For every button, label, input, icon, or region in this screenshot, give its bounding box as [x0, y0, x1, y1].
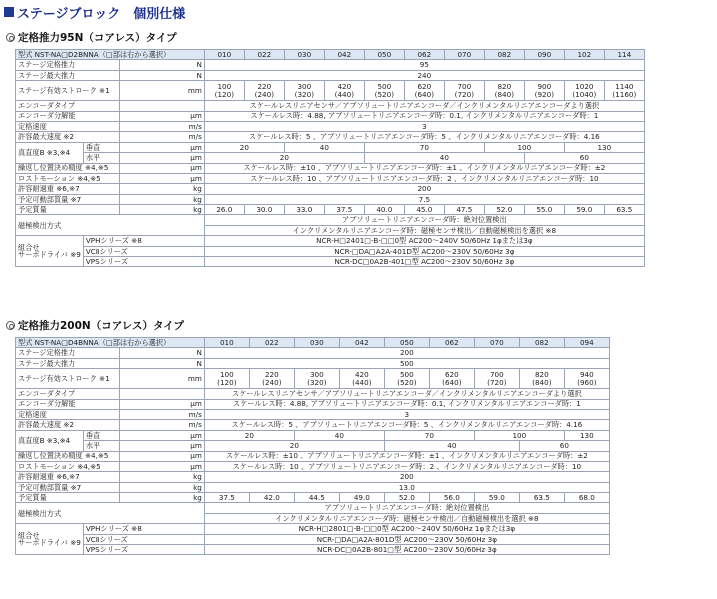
- stroke-total: (840): [532, 377, 552, 387]
- servo-driver-label-line: 組合せ: [18, 530, 40, 540]
- stroke-value: 1020: [575, 82, 594, 92]
- straightness-vertical-value: 40: [294, 430, 384, 440]
- model-column-header: 030: [284, 50, 324, 60]
- stroke-value: 500: [377, 82, 392, 92]
- servo-driver-label: [16, 524, 84, 555]
- mass-value: 45.0: [404, 205, 444, 215]
- section1-heading: [6, 30, 177, 45]
- row-unit: kg: [119, 472, 204, 482]
- stroke-value: 420: [337, 82, 352, 92]
- row-value: スケールレス時：5 、アブソリュートリニアエンコーダ時：5 、インクリメンタルリニアエンコーダ時：4.16: [204, 132, 644, 142]
- mass-value: 33.0: [284, 205, 324, 215]
- driver-model: NCR-H□2401□-B-□□0型 AC200～240V 50/60Hz 1φまたは3φ: [204, 236, 644, 246]
- straightness-horizontal-value: 60: [519, 441, 609, 451]
- row-value: 3: [204, 409, 609, 419]
- stroke-total: (440): [352, 377, 372, 387]
- stroke-total: (120): [214, 89, 234, 99]
- row-unit: μm: [119, 461, 204, 471]
- servo-driver-row: [16, 524, 610, 534]
- row-label: 予定質量: [16, 205, 120, 215]
- stroke-row: [16, 81, 645, 101]
- straightness-vertical-value: 40: [284, 142, 364, 152]
- stroke-total: (520): [397, 377, 417, 387]
- stroke-cell: [484, 81, 524, 101]
- row-unit: N: [119, 60, 204, 70]
- model-column-header: 010: [204, 50, 244, 60]
- model-column-header: 090: [524, 50, 564, 60]
- horizontal-label: 水平: [83, 441, 119, 451]
- straightness-horizontal-value: 20: [204, 153, 364, 163]
- stroke-cell: [474, 369, 519, 389]
- model-column-header: 062: [429, 338, 474, 348]
- row-value: スケールレス時：4.88, アブソリュートリニアエンコーダ時：0.1, インクリメンタルリニアエンコーダ時：1: [204, 111, 644, 121]
- row-value: スケールレス時：4.88, アブソリュートリニアエンコーダ時：0.1, インクリメンタルリニアエンコーダ時：1: [204, 399, 609, 409]
- stroke-cell: [404, 81, 444, 101]
- stroke-total: (1160): [612, 89, 637, 99]
- row-unit: μm: [119, 441, 204, 451]
- stroke-cell: [604, 81, 644, 101]
- row-label: 許容耐過重 ※6,※7: [16, 184, 120, 194]
- servo-driver-row: [16, 236, 645, 246]
- row-unit: kg: [119, 493, 204, 503]
- model-column-header: 042: [324, 50, 364, 60]
- driver-model: NCR-DC□0A2B-801□型 AC200～230V 50/60Hz 3φ: [204, 545, 609, 555]
- stroke-cell: [429, 369, 474, 389]
- row-value: 200: [204, 472, 609, 482]
- mass-value: 63.5: [519, 493, 564, 503]
- straightness-horizontal-value: 40: [364, 153, 524, 163]
- model-column-header: 102: [564, 50, 604, 60]
- mass-value: 37.5: [324, 205, 364, 215]
- row-unit: m/s: [119, 121, 204, 131]
- model-column-header: 042: [339, 338, 384, 348]
- mass-value: 42.0: [249, 493, 294, 503]
- row-unit: [119, 101, 204, 111]
- max-speed-row: [16, 132, 645, 142]
- page-title-text: ステージブロック 個別仕様: [17, 6, 186, 22]
- stroke-value: 1140: [615, 82, 634, 92]
- allowable-load-row: [16, 184, 645, 194]
- header-row: [16, 338, 610, 348]
- row-unit: m/s: [119, 132, 204, 142]
- row-label: 予定可動部質量 ※7: [16, 482, 120, 492]
- model-column-header: 022: [249, 338, 294, 348]
- mass-value: 47.5: [444, 205, 484, 215]
- stroke-cell: [519, 369, 564, 389]
- mass-value: 44.5: [294, 493, 339, 503]
- row-label: 定格速度: [16, 409, 120, 419]
- stroke-value: 500: [399, 370, 414, 380]
- row-value: 7.5: [204, 194, 644, 204]
- mass-value: 59.0: [564, 205, 604, 215]
- straightness-horizontal-row: [16, 153, 645, 163]
- model-column-header: 022: [244, 50, 284, 60]
- straightness-vertical-value: 100: [484, 142, 564, 152]
- row-value: 95: [204, 60, 644, 70]
- row-label: ステージ最大推力: [16, 358, 120, 368]
- stroke-total: (120): [217, 377, 237, 387]
- servo-driver-label: [16, 236, 84, 267]
- circle-bullet-icon: [6, 33, 15, 42]
- pole-detection-line: アブソリュートリニアエンコーダ時：絶対位置検出: [204, 503, 609, 513]
- stroke-cell: [294, 369, 339, 389]
- movable-mass-row: [16, 194, 645, 204]
- mass-row: [16, 493, 610, 503]
- allowable-load-row: [16, 472, 610, 482]
- driver-series: VPSシリーズ: [83, 545, 204, 555]
- driver-series: VCⅡシリーズ: [83, 246, 204, 256]
- stroke-value: 820: [534, 370, 549, 380]
- row-value: スケールレスリニアセンサ／アブソリュートリニアエンコーダ／インクリメンタルリニアエンコーダより選択: [204, 101, 644, 111]
- mass-value: 63.5: [604, 205, 644, 215]
- stroke-total: (1040): [572, 89, 597, 99]
- driver-model: NCR-□DA□A2A-801D型 AC200～230V 50/60Hz 3φ: [204, 534, 609, 544]
- stroke-value: 220: [264, 370, 279, 380]
- servo-driver-row: [16, 246, 645, 256]
- row-value: 200: [204, 348, 609, 358]
- row-label: ステージ定格推力: [16, 348, 120, 358]
- row-value: 13.0: [204, 482, 609, 492]
- stroke-total: (640): [442, 377, 462, 387]
- row-label: 許容耐過重 ※6,※7: [16, 472, 120, 482]
- model-column-header: 050: [364, 50, 404, 60]
- row-unit: μm: [119, 173, 204, 183]
- stroke-value: 940: [579, 370, 594, 380]
- row-unit: μm: [119, 111, 204, 121]
- straightness-vertical-value: 130: [564, 142, 644, 152]
- straightness-vertical-row: [16, 142, 645, 152]
- header-row: [16, 50, 645, 60]
- model-column-header: 094: [564, 338, 609, 348]
- section1-spec-table: [15, 49, 645, 267]
- stroke-value: 420: [354, 370, 369, 380]
- rated-thrust-row: [16, 348, 610, 358]
- section2-heading: [6, 318, 184, 333]
- stroke-value: 300: [309, 370, 324, 380]
- straightness-horizontal-value: 20: [204, 441, 384, 451]
- stroke-cell: [249, 369, 294, 389]
- model-column-header: 070: [444, 50, 484, 60]
- stroke-total: (440): [334, 89, 354, 99]
- stroke-cell: [524, 81, 564, 101]
- servo-driver-label-line: サーボドライバ ※9: [18, 250, 81, 260]
- driver-model: NCR-□DA□A2A-401D型 AC200～230V 50/60Hz 3φ: [204, 246, 644, 256]
- max-thrust-row: [16, 358, 610, 368]
- driver-series: VCⅡシリーズ: [83, 534, 204, 544]
- mass-value: 49.0: [339, 493, 384, 503]
- row-unit: μm: [119, 430, 204, 440]
- stroke-cell: [284, 81, 324, 101]
- square-bullet-icon: [4, 7, 14, 17]
- model-column-header: 114: [604, 50, 644, 60]
- stroke-cell: [384, 369, 429, 389]
- stroke-value: 820: [497, 82, 512, 92]
- row-unit: mm: [119, 369, 204, 389]
- stroke-total: (720): [487, 377, 507, 387]
- mass-value: 56.0: [429, 493, 474, 503]
- servo-driver-row: [16, 534, 610, 544]
- stroke-total: (320): [294, 89, 314, 99]
- straightness-horizontal-value: 60: [524, 153, 644, 163]
- stroke-cell: [324, 81, 364, 101]
- stroke-total: (920): [534, 89, 554, 99]
- row-label: 予定質量: [16, 493, 120, 503]
- stroke-total: (640): [414, 89, 434, 99]
- stroke-value: 620: [417, 82, 432, 92]
- max-thrust-row: [16, 70, 645, 80]
- row-unit: kg: [119, 184, 204, 194]
- stroke-cell: [564, 369, 609, 389]
- lost-motion-row: [16, 173, 645, 183]
- row-label: ステージ定格推力: [16, 60, 120, 70]
- rated-thrust-row: [16, 60, 645, 70]
- straightness-vertical-value: 70: [364, 142, 484, 152]
- mass-row: [16, 205, 645, 215]
- row-value: 3: [204, 121, 644, 131]
- stroke-value: 220: [257, 82, 272, 92]
- row-unit: μm: [119, 163, 204, 173]
- row-label: 磁極検出方式: [16, 215, 205, 236]
- row-unit: [119, 389, 204, 399]
- horizontal-label: 水平: [83, 153, 119, 163]
- stroke-cell: [364, 81, 404, 101]
- max-speed-row: [16, 420, 610, 430]
- row-value: スケールレス時：5 、アブソリュートリニアエンコーダ時：5 、インクリメンタルリニアエンコーダ時：4.16: [204, 420, 609, 430]
- straightness-vertical-value: 130: [564, 430, 609, 440]
- row-unit: μm: [119, 142, 204, 152]
- pole-detection-line: アブソリュートリニアエンコーダ時：絶対位置検出: [204, 215, 644, 225]
- row-unit: μm: [119, 451, 204, 461]
- mass-value: 59.0: [474, 493, 519, 503]
- servo-driver-row: [16, 257, 645, 267]
- stroke-total: (960): [577, 377, 597, 387]
- stroke-total: (320): [307, 377, 327, 387]
- model-column-header: 030: [294, 338, 339, 348]
- straightness-vertical-value: 20: [204, 430, 294, 440]
- pole-detection-row-1: [16, 503, 610, 513]
- servo-driver-label-line: サーボドライバ ※9: [18, 538, 81, 548]
- section1-heading-text: 定格推力95N（コアレス）タイプ: [18, 32, 177, 44]
- row-label: 許容最大速度 ※2: [16, 132, 120, 142]
- repeatability-row: [16, 451, 610, 461]
- row-label: ステージ有効ストローク ※1: [16, 369, 120, 389]
- row-label: 予定可動部質量 ※7: [16, 194, 120, 204]
- stroke-row: [16, 369, 610, 389]
- row-unit: m/s: [119, 409, 204, 419]
- row-value: スケールレス時：10 、アブソリュートリニアエンコーダ時：2 、インクリメンタルリニアエンコーダ時：10: [204, 461, 609, 471]
- stroke-cell: [564, 81, 604, 101]
- driver-series: VPSシリーズ: [83, 257, 204, 267]
- mass-value: 68.0: [564, 493, 609, 503]
- mass-value: 30.0: [244, 205, 284, 215]
- row-label: ロストモーション ※4,※5: [16, 173, 120, 183]
- row-unit: μm: [119, 399, 204, 409]
- row-label: エンコーダタイプ: [16, 101, 120, 111]
- model-column-header: 050: [384, 338, 429, 348]
- stroke-cell: [204, 369, 249, 389]
- driver-model: NCR-DC□0A2B-401□型 AC200～230V 50/60Hz 3φ: [204, 257, 644, 267]
- pole-detection-row-1: [16, 215, 645, 225]
- repeatability-row: [16, 163, 645, 173]
- mass-value: 52.0: [484, 205, 524, 215]
- straightness-vertical-value: 70: [384, 430, 474, 440]
- stroke-value: 700: [457, 82, 472, 92]
- stroke-total: (720): [454, 89, 474, 99]
- row-label: エンコーダ分解能: [16, 399, 120, 409]
- stroke-value: 700: [489, 370, 504, 380]
- mass-value: 52.0: [384, 493, 429, 503]
- stroke-value: 100: [219, 370, 234, 380]
- row-label: 磁極検出方式: [16, 503, 205, 524]
- stroke-cell: [444, 81, 484, 101]
- row-label: ステージ最大推力: [16, 70, 120, 80]
- driver-series: VPHシリーズ ※8: [83, 524, 204, 534]
- encoder-resolution-row: [16, 111, 645, 121]
- row-unit: kg: [119, 205, 204, 215]
- row-value: スケールレス時：±10 、アブソリュートリニアエンコーダ時：±1 、インクリメンタルリニアエンコーダ時：±2: [204, 451, 609, 461]
- stroke-total: (520): [374, 89, 394, 99]
- vertical-label: 垂直: [83, 142, 119, 152]
- model-column-header: 082: [484, 50, 524, 60]
- driver-model: NCR-H□2801□-B-□□0型 AC200～240V 50/60Hz 1φまたは3φ: [204, 524, 609, 534]
- straightness-vertical-row: [16, 430, 610, 440]
- pole-detection-line: インクリメンタルリニアエンコーダ時：磁極センサ検出／自動磁極検出を選択 ※8: [204, 513, 609, 523]
- row-unit: N: [119, 348, 204, 358]
- encoder-type-row: [16, 389, 610, 399]
- servo-driver-label-line: 組合せ: [18, 242, 40, 252]
- row-unit: μm: [119, 153, 204, 163]
- row-value: スケールレス時：10 、アブソリュートリニアエンコーダ時：2 、インクリメンタルリニアエンコーダ時：10: [204, 173, 644, 183]
- straightness-vertical-value: 20: [204, 142, 284, 152]
- movable-mass-row: [16, 482, 610, 492]
- driver-series: VPHシリーズ ※8: [83, 236, 204, 246]
- row-label: 真直度B ※3,※4: [16, 430, 84, 451]
- model-column-header: 010: [204, 338, 249, 348]
- stroke-total: (240): [262, 377, 282, 387]
- straightness-vertical-value: 100: [474, 430, 564, 440]
- row-label: 定格速度: [16, 121, 120, 131]
- model-column-header: 062: [404, 50, 444, 60]
- page-title: [4, 3, 185, 21]
- encoder-type-row: [16, 101, 645, 111]
- pole-detection-line: インクリメンタルリニアエンコーダ時：磁極センサ検出／自動磁極検出を選択 ※8: [204, 225, 644, 235]
- row-value: スケールレス時：±10 、アブソリュートリニアエンコーダ時：±1 、インクリメンタルリニアエンコーダ時：±2: [204, 163, 644, 173]
- rated-speed-row: [16, 121, 645, 131]
- row-value: 500: [204, 358, 609, 368]
- row-label: 繰返し位置決め精度 ※4,※5: [16, 163, 120, 173]
- row-label: ステージ有効ストローク ※1: [16, 81, 120, 101]
- mass-value: 55.0: [524, 205, 564, 215]
- row-unit: kg: [119, 194, 204, 204]
- model-label: 型式 NST-NA□D2BNNA（□部は右から選択）: [16, 50, 205, 60]
- row-label: エンコーダ分解能: [16, 111, 120, 121]
- model-label: 型式 NST-NA□D4BNNA（□部は右から選択）: [16, 338, 205, 348]
- section2-spec-table: [15, 337, 610, 555]
- row-unit: N: [119, 70, 204, 80]
- stroke-total: (240): [254, 89, 274, 99]
- row-value: 200: [204, 184, 644, 194]
- row-label: 許容最大速度 ※2: [16, 420, 120, 430]
- model-column-header: 082: [519, 338, 564, 348]
- stroke-value: 300: [297, 82, 312, 92]
- row-value: スケールレスリニアセンサ／アブソリュートリニアエンコーダ／インクリメンタルリニアエンコーダより選択: [204, 389, 609, 399]
- lost-motion-row: [16, 461, 610, 471]
- rated-speed-row: [16, 409, 610, 419]
- row-unit: m/s: [119, 420, 204, 430]
- row-label: ロストモーション ※4,※5: [16, 461, 120, 471]
- encoder-resolution-row: [16, 399, 610, 409]
- row-value: 240: [204, 70, 644, 80]
- straightness-horizontal-value: 40: [384, 441, 519, 451]
- row-label: エンコーダタイプ: [16, 389, 120, 399]
- mass-value: 37.5: [204, 493, 249, 503]
- circle-bullet-icon: [6, 321, 15, 330]
- mass-value: 26.0: [204, 205, 244, 215]
- stroke-value: 900: [537, 82, 552, 92]
- model-column-header: 070: [474, 338, 519, 348]
- stroke-total: (840): [494, 89, 514, 99]
- vertical-label: 垂直: [83, 430, 119, 440]
- stroke-cell: [244, 81, 284, 101]
- row-unit: N: [119, 358, 204, 368]
- straightness-horizontal-row: [16, 441, 610, 451]
- stroke-cell: [204, 81, 244, 101]
- row-label: 繰返し位置決め精度 ※4,※5: [16, 451, 120, 461]
- section2-heading-text: 定格推力200N（コアレス）タイプ: [18, 320, 184, 332]
- stroke-value: 100: [217, 82, 232, 92]
- row-unit: kg: [119, 482, 204, 492]
- stroke-cell: [339, 369, 384, 389]
- stroke-value: 620: [444, 370, 459, 380]
- mass-value: 40.0: [364, 205, 404, 215]
- row-unit: mm: [119, 81, 204, 101]
- servo-driver-row: [16, 545, 610, 555]
- row-label: 真直度B ※3,※4: [16, 142, 84, 163]
